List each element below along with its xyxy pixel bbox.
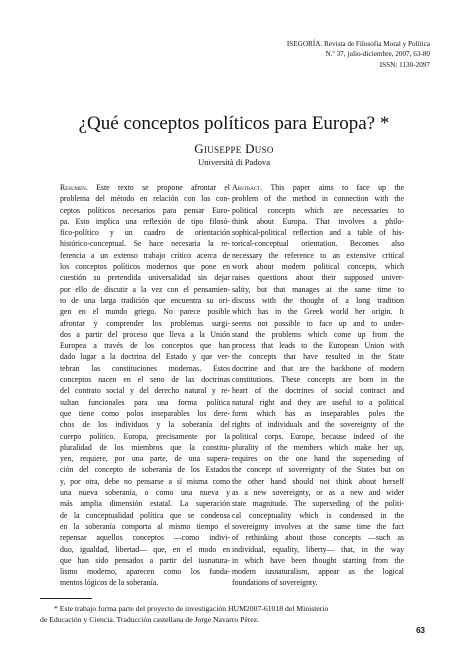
resumen-line [60,329,230,340]
resumen-line [60,521,230,532]
resumen-line [60,408,230,419]
resumen-line [60,431,230,442]
resumen-text: repensar aquellos conceptos —como indivi- [60,533,230,543]
abstract-text: the other hand should not think about herself [232,476,404,486]
abstract-text: the concept of sovereignty of the States but on [232,465,404,475]
abstract-text: necessary the reference to an extensive critical [232,250,404,260]
resumen-line [60,351,230,362]
abstract-text: doctrine and that are the backbone of modern [232,363,404,373]
abstract-text: raises questions about their supposed univer- [232,273,404,283]
resumen-text: y, por otra, debe no pensarse a sí misma como [60,476,230,486]
abstract-line [232,374,404,385]
resumen-line [60,182,230,193]
resumen-text: chos de los individuos y la soberanía del [60,420,230,430]
abstract-line [232,498,404,509]
abstract-text: in which have been thought starting from the [232,555,404,565]
abstract-label: Abstract. [232,183,263,192]
abstract-line [232,464,404,475]
abstract-line [232,431,404,442]
journal-issn: ISSN: 1130-2097 [379,60,430,69]
resumen-line [60,318,230,329]
footnote-rule [40,598,92,599]
resumen-line [60,205,230,216]
abstract-text: heart of the doctrines of social contract and [232,386,404,396]
abstract-text: of rethinking about those concepts —such as [232,533,404,543]
abstract-line [232,238,404,249]
abstract-text: think about Europa. That involves a philo- [232,216,404,226]
resumen-column [60,182,230,589]
abstract-line [232,532,404,543]
resumen-text: conceptos nacen en el seno de las doctrinas [60,375,230,385]
resumen-text: los conceptos políticos modernos que pone en [60,262,230,272]
abstract-text: constitutions. These concepts are born in the [232,375,404,385]
resumen-text: afrontar y comprender los problemas surgi- [60,318,230,328]
resumen-text: to de una larga tradición que encuentra su ori- [60,295,230,305]
resumen-text: pluralidad de los miembros que la constitu- [60,442,230,452]
resumen-line [60,487,230,498]
resumen-line [60,385,230,396]
resumen-text: que han sido pensados a partir del iusnatura- [60,555,230,565]
abstract-text: sophical-political reflection and a table of his- [232,228,404,238]
resumen-line [60,419,230,430]
resumen-text: que tiene como polos inseparables los dere- [60,408,230,418]
abstract-line [232,453,404,464]
resumen-text: Este texto se propone afrontar el [96,183,230,192]
resumen-text: mentos lógicos de la soberanía. [60,578,159,588]
resumen-line [60,442,230,453]
resumen-line [60,453,230,464]
abstract-line [232,340,404,351]
journal-issue: N.º 37, julio-diciembre, 2007, 63-80 [325,50,430,59]
abstract-text: sovereignty involves at the same time the fact [232,521,404,531]
resumen-text: lismo moderno, aparecen como los funda- [60,567,230,577]
resumen-line [60,272,230,283]
resumen-line [60,544,230,555]
abstract-line [232,385,404,396]
footnote [40,603,432,625]
resumen-line [60,295,230,306]
author-affiliation: Università di Padova [197,157,271,167]
abstract-line [232,566,404,577]
resumen-text: duo, igualdad, libertad— que, en el modo en [60,544,230,554]
resumen-text: problema del método en relación con los con- [60,194,230,204]
resumen-text: en la soberanía comporta al mismo tiempo el [60,521,230,531]
abstract-line [232,272,404,283]
abstract-text: This paper aims to face up the [270,183,404,192]
abstract-text: problem of the method in connection with the [232,194,404,204]
abstract-text: natural right and they are useful to a political [232,397,404,407]
resumen-text: gen en el mundo griego. No parece posible [60,307,230,317]
abstract-line [232,555,404,566]
abstract-text: rights of individuals and the sovereignty of the [232,420,404,430]
abstract-text: discuss with the thought of a long tradition [232,295,404,305]
abstract-text: plurality of the members which make her up, [232,442,404,452]
abstract-text: which has in the Greek world her origin. It [232,307,404,317]
resumen-text: dos a partir del proceso que lleva a la Unión [60,329,230,339]
abstract-line [232,193,404,204]
resumen-line [60,498,230,509]
resumen-line [60,227,230,238]
resumen-text: del contrato social y del derecho natural y re- [60,386,230,396]
resumen-line [60,464,230,475]
abstract-line [232,476,404,487]
resumen-text: histórico-conceptual. Se hace necesaria la re- [60,239,230,249]
abstract-text: form which has as inseparables poles the [232,408,404,418]
resumen-label: Resumen. [60,183,88,192]
abstract-line [232,544,404,555]
abstract-line [232,510,404,521]
resumen-line [60,363,230,374]
article-title: ¿Qué conceptos políticos para Europa? * [78,113,390,134]
abstract-text: as a new sovereignty, or as a new and wider [232,488,404,498]
abstract-line [232,182,404,193]
resumen-line [60,193,230,204]
resumen-text: pa. Esto implica una reflexión de tipo filosó- [60,216,230,226]
abstract-text: foundations of sovereignty. [232,578,318,588]
journal-name: ISEGORÍA. Revista de Filosofía Moral y Política [286,40,430,48]
abstract-text: the concepts that have resulted in the State [232,352,404,362]
abstract-line [232,227,404,238]
abstract-line [232,521,404,532]
resumen-text: ferencia a un extenso trabajo crítico acerca de [60,250,230,260]
resumen-text: fico-político y un cuadro de orientación [60,228,230,238]
abstract-text: state magnitude. The superseding of the politi- [232,499,404,509]
resumen-text: sultan funcionales para una forma política [60,397,230,407]
abstract-line [232,351,404,362]
abstract-text: modern iusnaturalism, appear as the logical [232,567,404,577]
resumen-line [60,216,230,227]
resumen-line [60,566,230,577]
abstract-text: process that leads to the European Union with [232,341,404,351]
resumen-line [60,238,230,249]
resumen-text: más amplia dimensión estatal. La superación [60,499,230,509]
abstract-text: torical-conceptual orientation. Becomes also [232,239,404,249]
abstract-text: requires on the one hand the superseding of [232,454,404,464]
resumen-line [60,340,230,351]
abstract-column [232,182,404,589]
footnote-line: * Este trabajo forma parte del proyecto de investigación HUM2007-61018 del Ministerio [54,604,329,613]
resumen-line [60,397,230,408]
abstract-text: political concepts which are necessaries to [232,205,404,215]
abstract-text: seems not possible to face up and to under- [232,318,404,328]
abstract-line [232,329,404,340]
abstract-line [232,363,404,374]
abstract-line [232,306,404,317]
abstract-line [232,250,404,261]
resumen-text: dado lugar a la doctrina del Estado y que ver- [60,352,230,362]
resumen-text: tebran las constituciones modernas. Estos [60,363,230,373]
resumen-line [60,250,230,261]
resumen-text: ción del concepto de soberanía de los Estados [60,465,230,475]
resumen-line [60,577,230,588]
resumen-text: una nueva soberanía, o como una nueva y [60,488,230,498]
resumen-text: cuerpo político. Europa, precisamente por la [60,431,230,441]
resumen-line [60,284,230,295]
footnote-line: de Educación y Ciencia. Traducción castellana de Jorge Navarro Pérez. [40,615,260,624]
abstract-line [232,397,404,408]
abstract-text: work about modern political concepts, which [232,262,404,272]
abstract-line [232,216,404,227]
abstract-text: individual, equality, liberty— that, in the way [232,544,404,554]
abstract-line [232,205,404,216]
resumen-line [60,510,230,521]
resumen-text: Europea a través de los conceptos que han [60,341,230,351]
abstract-text: sality, but that manages at the same time to [232,284,404,294]
article-author: Giuseppe Duso [194,141,274,156]
abstract-line [232,577,404,588]
abstract-line [232,318,404,329]
resumen-text: por ello de discutir a la vez con el pensamien- [60,284,230,294]
resumen-line [60,374,230,385]
abstract-text: political corps. Europe, because indeed of the [232,431,404,441]
abstract-line [232,487,404,498]
abstract-line [232,261,404,272]
resumen-line [60,261,230,272]
resumen-text: yen, requiere, por una parte, de una supera- [60,454,230,464]
abstract-line [232,419,404,430]
resumen-line [60,532,230,543]
abstract-text: stand the problems which come up from the [232,329,404,339]
resumen-line [60,555,230,566]
page-number: 63 [416,626,425,635]
abstract-text: cal conceptuality which is condensed in the [232,510,404,520]
abstract-line [232,284,404,295]
resumen-line [60,476,230,487]
journal-header [170,39,430,70]
resumen-text: cuestión su pretendida universalidad sin dejar [60,273,230,283]
resumen-text: de la conceptualidad política que se condensa [60,510,230,520]
abstract-line [232,295,404,306]
abstract-line [232,408,404,419]
abstract-line [232,442,404,453]
resumen-line [60,306,230,317]
resumen-text: ceptos políticos necesarios para pensar Euro- [60,205,230,215]
